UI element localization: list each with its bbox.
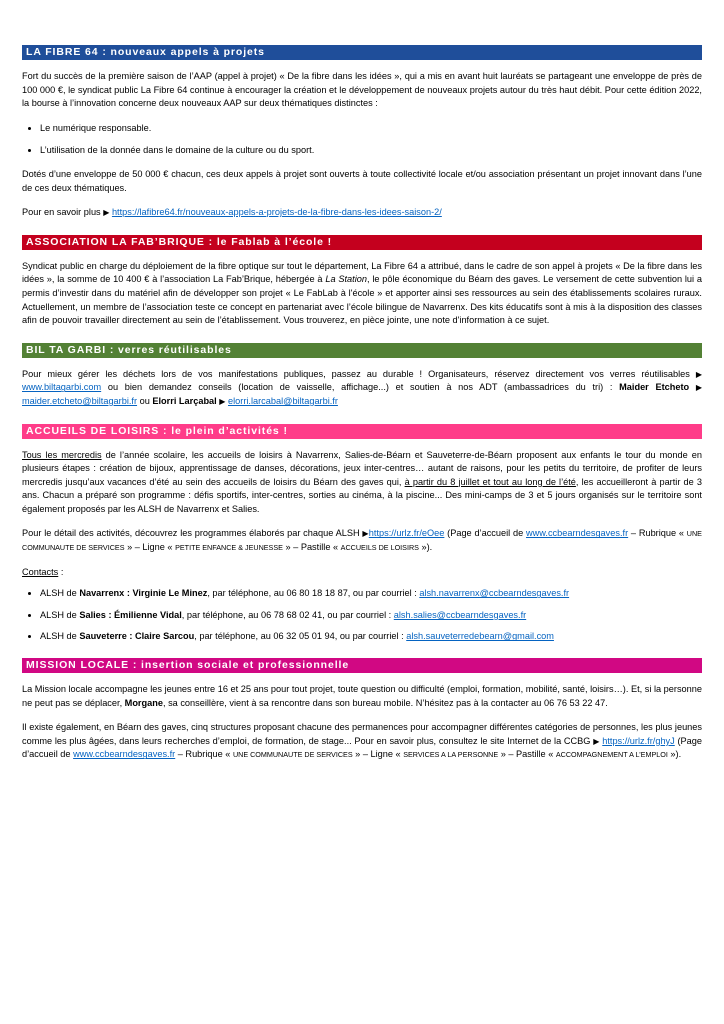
- mission-locale-structures: Il existe également, en Béarn des gaves, cinq structures proposant chacune des permanences pour accompagner différentes catégories de personnes, les plus jeunes comme les plus âgées, dans leurs recherches d’emploi, de formation, de stage... Pour en savoir plus, consultez le site Internet de la CCBG ▶ https://urlz.fr/ghyJ (Page d’accueil de www.ccbearndesgaves.fr – Rubrique « UNE COMMUNAUTE DE SERVICES » – Ligne « SERVICES A LA PERSONNE » – Pastille « ACCOMPAGNEMENT A L’EMPLOI »).: [22, 722, 702, 760]
- arrow-right-icon: ▶: [695, 383, 702, 393]
- sauveterre-email-link[interactable]: alsh.sauveterredebearn@gmail.com: [406, 631, 554, 642]
- loisirs-programs-link[interactable]: https://urlz.fr/eOee: [368, 528, 445, 539]
- section-header-biltagarbi: BIL TA GARBI : verres réutilisables: [22, 343, 702, 358]
- fibre64-intro: Fort du succès de la première saison de l’AAP (appel à projet) « De la fibre dans les idées », qui a mis en avant huit lauréats se partageant une enveloppe de près de 100 000 €, le syndicat public La Fibre 64 continue à encourager la création et le développement de nouveaux projets autour du très haut débit. Pour cette édition 2022, la bourse à l’innovation concerne deux nouveaux AAP sur deux thématiques distinctes :: [22, 71, 702, 109]
- list-item: • ALSH de Salies : Émilienne Vidal, par téléphone, au 06 78 68 02 41, ou par courriel : alsh.salies@ccbearndesgaves.fr: [40, 609, 702, 623]
- maider-email-link[interactable]: maider.etcheto@biltagarbi.fr: [22, 395, 138, 406]
- ccbg-emploi-link[interactable]: https://urlz.fr/ghyJ: [602, 735, 675, 746]
- arrow-right-icon: ▶: [219, 396, 226, 406]
- newsletter-page: [22, 45, 702, 773]
- biltagarbi-text: Pour mieux gérer les déchets lors de vos manifestations publiques, passez au durable ! Organisateurs, réservez directement vos verres réutilisables ▶ www.biltagarbi.com ou bien demandez conseils (location de vaisselle, affichage...) et soutien à nos ADT (ambassadrices du tri) : Maider Etcheto ▶ maider.etcheto@biltagarbi.fr ou Elorri Larçabal ▶ elorri.larcabal@biltagarbi.fr: [22, 368, 702, 406]
- elorri-email-link[interactable]: elorri.larcabal@biltagarbi.fr: [228, 395, 338, 406]
- section-header-accueils-loisirs: ACCUEILS DE LOISIRS : le plein d’activités !: [22, 424, 702, 439]
- section-header-mission-locale: MISSION LOCALE : insertion sociale et professionnelle: [22, 658, 702, 673]
- fibre64-more: Pour en savoir plus ▶ https://lafibre64.fr/nouveaux-appels-a-projets-de-la-fibre-dans-les-idees-saison-2/: [22, 207, 442, 218]
- fibre64-budget: Dotés d’une enveloppe de 50 000 € chacun, ces deux appels à projet sont ouverts à toute collectivité locale et/ou association présentant un projet innovant dans l’une de ces deux thématiques.: [22, 168, 702, 193]
- salies-email-link[interactable]: alsh.salies@ccbearndesgaves.fr: [393, 609, 527, 620]
- contacts-heading: Contacts :: [22, 566, 64, 577]
- fabbrique-text: Syndicat public en charge du déploiement de la fibre optique sur tout le département, La Fibre 64 a attribué, dans le cadre de son appel à projets « De la fibre dans les idées », la somme de 10 400 € à l’association La Fab’Brique, hébergée à La Station, le pôle économique du Béarn des gaves. Le versement de cette subvention lui a permis d’investir dans du matériel afin de développer son projet « Le FabLab à l'école » et apporter ainsi ses ressources au sein des établissements scolaires ruraux. Actuellement, un membre de l’association teste ce concept en partenariat avec l’école bilingue de Navarrenx. Des kits éducatifs sont à mis à la disposition des classes afin de pouvoir travailler directement au sein de l’établissement. Vous trouverez, en pièce jointe, une note d'information à ce sujet.: [22, 260, 702, 326]
- ccbg-site-link[interactable]: www.ccbearndesgaves.fr: [526, 528, 629, 539]
- loisirs-intro: Tous les mercredis de l’année scolaire, les accueils de loisirs à Navarrenx, Salies-de-Béarn et Sauveterre-de-Béarn proposent aux enfants le tour du monde en plusieurs étapes : création de bijoux, apprentissage de danses, décorations, jeux inter-centres… autant de raisons, pour les petits du territoire, de profiter de leurs mercredis jusqu’aux vacances d’été au sein des accueils de loisirs du Béarn des gaves qui, à partir du 8 juillet et tout au long de l’été, les accueilleront à partir de 3 ans. Chacun a préparé son programme : défis sportifs, inter-centres, sorties au cinéma, à la piscine... Des mini-camps de 3 et 5 jours organisés sur le territoire sont également proposés par les ALSH de Navarrenx et Salies.: [22, 449, 702, 514]
- fibre64-themes-list: [22, 122, 702, 158]
- arrow-right-icon: ▶: [695, 369, 702, 379]
- list-item: • ALSH de Navarrenx : Virginie Le Minez, par téléphone, au 06 80 18 18 87, ou par courriel : alsh.navarrenx@ccbearndesgaves.fr: [40, 587, 702, 601]
- arrow-right-icon: ▶: [362, 529, 369, 539]
- navarrenx-email-link[interactable]: alsh.navarrenx@ccbearndesgaves.fr: [419, 588, 570, 599]
- arrow-right-icon: ▶: [103, 208, 110, 218]
- biltagarbi-link[interactable]: www.biltagarbi.com: [22, 382, 102, 393]
- list-item: • L’utilisation de la donnée dans le domaine de la culture ou du sport.: [40, 144, 702, 158]
- section-header-fibre64: LA FIBRE 64 : nouveaux appels à projets: [22, 45, 702, 60]
- fibre64-link[interactable]: https://lafibre64.fr/nouveaux-appels-a-projets-de-la-fibre-dans-les-idees-saison-2/: [111, 207, 442, 218]
- contacts-list: [22, 587, 702, 644]
- mission-locale-intro: La Mission locale accompagne les jeunes entre 16 et 25 ans pour tout projet, toute question ou difficulté (emploi, formation, mobilité, santé, loisirs…). Et, si la personne ne peut pas se déplacer, Morgane, sa conseillère, vient à sa rencontre dans son bureau mobile. N’hésitez pas à la contacter au 06 76 53 22 47.: [22, 684, 702, 708]
- ccbg-site-link[interactable]: www.ccbearndesgaves.fr: [73, 749, 176, 760]
- loisirs-details: Pour le détail des activités, découvrez les programmes élaborés par chaque ALSH ▶https://urlz.fr/eOee (Page d’accueil de www.ccbearndesgaves.fr – Rubrique « UNE COMMUNAUTE DE SERVICES » – Ligne « PETITE ENFANCE & JEUNESSE » – Pastille « ACCUEILS DE LOISIRS »).: [22, 528, 702, 553]
- list-item: • ALSH de Sauveterre : Claire Sarcou, par téléphone, au 06 32 05 01 94, ou par courriel : alsh.sauveterredebearn@gmail.com: [40, 630, 702, 644]
- arrow-right-icon: ▶: [593, 736, 600, 746]
- section-header-fabbrique: ASSOCIATION LA FAB’BRIQUE : le Fablab à l’école !: [22, 235, 702, 250]
- list-item: • Le numérique responsable.: [40, 122, 702, 136]
